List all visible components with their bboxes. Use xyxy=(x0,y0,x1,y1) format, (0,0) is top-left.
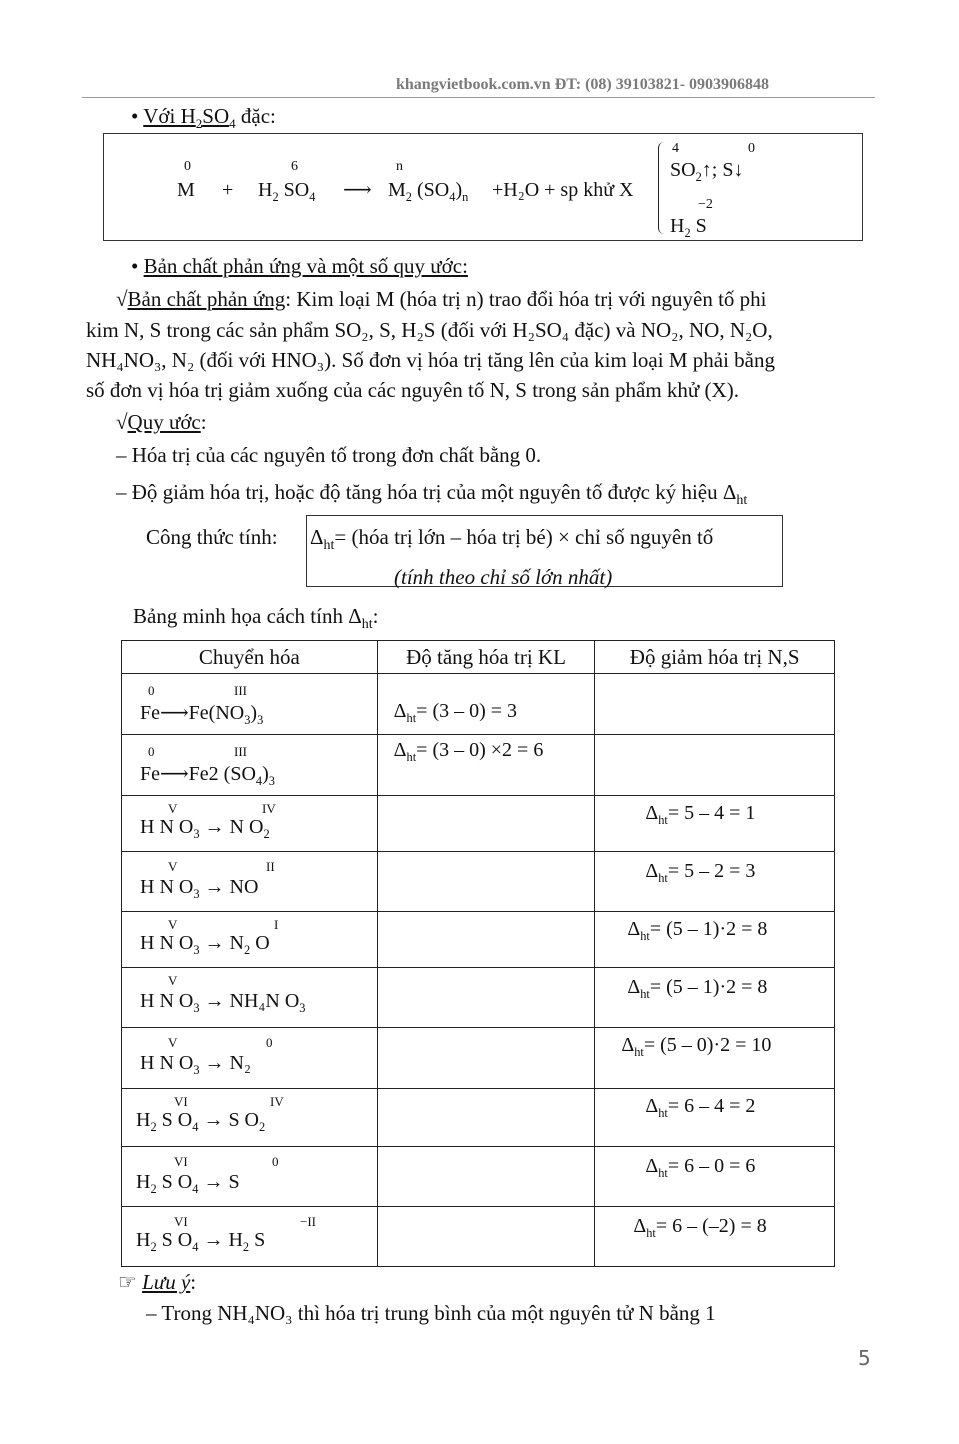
check-icon: √ xyxy=(116,410,128,434)
header-phone: ĐT: (08) 39103821- 0903906848 xyxy=(554,76,770,93)
ox-M: 0 xyxy=(184,159,191,174)
eq-arrow: ⟶ xyxy=(343,179,372,201)
valence-table xyxy=(121,640,835,1267)
eq-so2-s: $SO_2↑$; S↓ xyxy=(670,159,744,184)
section-h2so4-label: Với $H_2SO_4$ xyxy=(143,104,236,132)
table-row xyxy=(122,735,835,796)
paragraph-line-4: số đơn vị hóa trị giảm xuống của các nguyên tố N, S trong sản phẩm khử (X). xyxy=(86,378,739,402)
eq-plus: + xyxy=(222,179,234,201)
table-row: VI IV $H_2$ S $O_4 \to S$ $O_2$ $\Delta_{ht}= 6 - 4 = 2$ xyxy=(122,1089,835,1147)
increase-cell: $\Delta_{ht}= (3 - 0) \times 2 = 6$ xyxy=(377,735,595,796)
section-nature-heading: • Bản chất phản ứng và một số quy ước: xyxy=(131,254,468,278)
decrease-cell xyxy=(595,735,835,796)
note-text: – Trong NH₄NO₃ thì hóa trị trung bình của một nguyên tử N bằng 1 xyxy=(146,1301,716,1325)
paragraph-line-2: kim N, S trong các sản phẩm SO₂, S, H₂S (đối với H₂SO₄ đặc) và NO₂, NO, N₂O, xyxy=(86,318,773,342)
paragraph-line-1: √Bản chất phản ứng: Kim loại M (hóa trị n) trao đổi hóa trị với nguyên tố phi xyxy=(116,287,767,311)
ox-S6: 6 xyxy=(291,159,298,174)
ox-4: 4 xyxy=(672,141,679,156)
increase-cell: $\Delta_{ht}= (3 - 0) = 3$ xyxy=(377,674,595,735)
header-site: khangvietbook.com.vn xyxy=(396,76,551,93)
table-row: V IV H N $O_3 \to N$ $O_2$ $\Delta_{ht}= 5 - 4 = 1$ xyxy=(122,796,835,852)
formula-label: Công thức tính: xyxy=(146,525,278,549)
ox-m2: −2 xyxy=(698,197,713,212)
table-row: VI −II $H_2$ S $O_4 \to H_2$ S $\Delta_{ht}= 6 - (-2) = 8$ xyxy=(122,1207,835,1267)
note-heading: ☞ Lưu ý: xyxy=(118,1270,197,1294)
table-header: Độ tăng hóa trị KL xyxy=(377,641,595,674)
rule-1: – Hóa trị của các nguyên tố trong đơn chất bằng 0. xyxy=(116,443,542,467)
arrow-down-icon: ↓ xyxy=(733,159,744,181)
eq-h2s: $H_2$ S xyxy=(670,215,707,240)
eq-M: M xyxy=(177,179,195,201)
table-row: V H N $O_3 \to NH_4N$ $O_3$ $\Delta_{ht}= (5 - 1)\cdot 2 = 8$ xyxy=(122,968,835,1028)
table-row xyxy=(122,674,835,735)
table-row: VI 0 $H_2$ S $O_4 \to S$ $\Delta_{ht}= 6 - 0 = 6$ xyxy=(122,1147,835,1207)
page-header xyxy=(396,76,769,94)
eq-h2so4: $H_2$ $SO_4$ xyxy=(258,179,316,204)
table-caption: Bảng minh họa cách tính $\Delta_{ht}$: xyxy=(133,604,379,633)
ox-0: 0 xyxy=(748,141,755,156)
pointing-hand-icon: ☞ xyxy=(118,1270,137,1294)
table-header: Độ giảm hóa trị N,S xyxy=(595,641,835,674)
bullet-icon: • xyxy=(131,104,139,128)
table-row: V 0 H N $O_3 \to N_2$ $\Delta_{ht}= (5 - 0)\cdot 2 = 10$ xyxy=(122,1028,835,1089)
table-header: Chuyển hóa xyxy=(122,641,378,674)
ox-n: n xyxy=(396,159,403,174)
section-h2so4-heading: • Với $H_2SO_4$ đặc: xyxy=(131,104,276,132)
conversion-cell: 0 III $Fe⟶Fe(NO_3)_3$ xyxy=(122,674,378,735)
rules-heading: √Quy ước: xyxy=(116,410,207,434)
formula-main: $\Delta_{ht}=$ (hóa trị lớn – hóa trị bé) × chỉ số nguyên tố xyxy=(310,525,714,554)
page-number: 5 xyxy=(858,1346,871,1370)
eq-product: $M_2$ $(SO_4)_n$ xyxy=(388,179,469,204)
decrease-cell xyxy=(595,674,835,735)
brace xyxy=(658,142,667,234)
table-row: V I H N $O_3 \to N_2$ O $\Delta_{ht}= (5 - 1)\cdot 2 = 8$ xyxy=(122,912,835,968)
conversion-cell: 0 III Fe⟶Fe2 $(SO_4)_3$ xyxy=(122,735,378,796)
arrow-up-icon: ↑ xyxy=(701,159,712,181)
check-icon: √ xyxy=(116,287,128,311)
table-header-row xyxy=(122,641,835,674)
eq-rest: +H₂O + sp khử X xyxy=(492,179,634,201)
rule-2: – Độ giảm hóa trị, hoặc độ tăng hóa trị của một nguyên tố được ký hiệu $\Delta_{ht}$ xyxy=(116,480,748,509)
header-rule xyxy=(82,97,875,98)
table-row: V II H N $O_3$ → NO $\Delta_{ht}= 5 - 2 = 3$ xyxy=(122,852,835,912)
formula-note: (tính theo chỉ số lớn nhất) xyxy=(394,565,613,589)
paragraph-line-3: NH₄NO₃, N₂ (đối với HNO₃). Số đơn vị hóa trị tăng lên của kim loại M phải bằng xyxy=(86,348,775,372)
